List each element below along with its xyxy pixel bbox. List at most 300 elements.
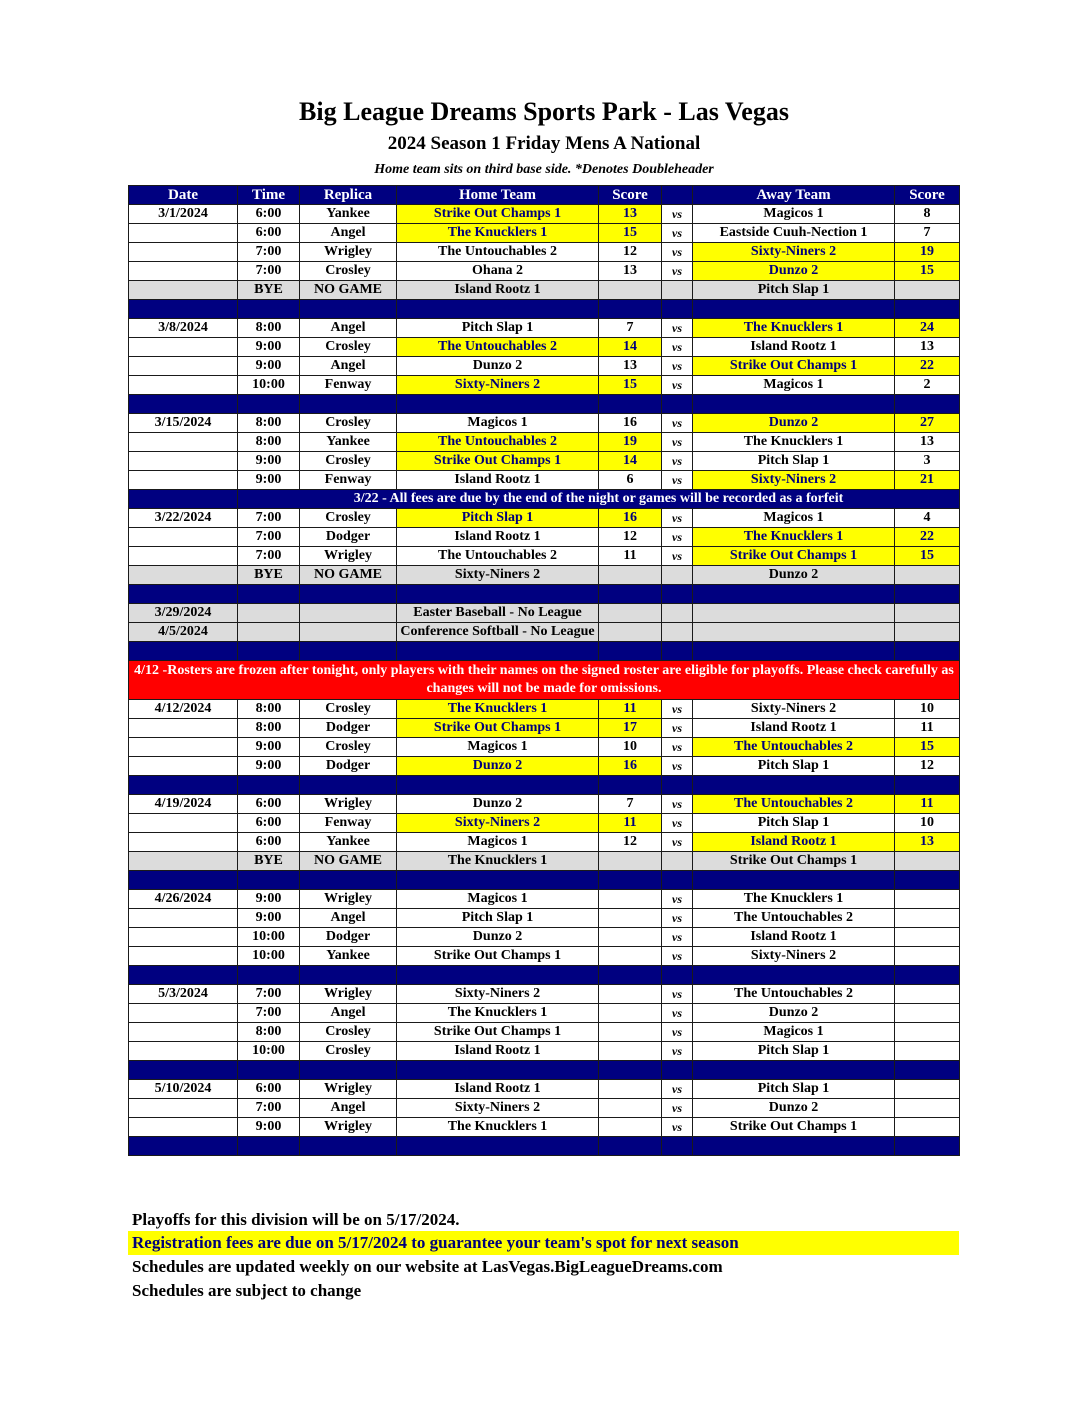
game-time: 9:00 (238, 738, 300, 757)
game-field: Wrigley (300, 1080, 397, 1099)
game-time: 9:00 (238, 471, 300, 490)
home-team: Sixty-Niners 2 (397, 1099, 599, 1118)
away-team: Pitch Slap 1 (693, 757, 895, 776)
game-time: 8:00 (238, 719, 300, 738)
separator-cell (662, 1061, 693, 1080)
notice-spacer (129, 490, 238, 509)
schedule-body (129, 205, 960, 1156)
vs-label: vs (662, 224, 693, 243)
game-field: Wrigley (300, 547, 397, 566)
game-date: 4/12/2024 (129, 700, 238, 719)
away-score (895, 928, 960, 947)
home-team: Dunzo 2 (397, 795, 599, 814)
game-field: Wrigley (300, 890, 397, 909)
game-row (129, 1023, 960, 1042)
game-date: 5/3/2024 (129, 985, 238, 1004)
game-row (129, 1080, 960, 1099)
separator-cell (662, 776, 693, 795)
away-score: 10 (895, 700, 960, 719)
separator-cell (599, 776, 662, 795)
game-field: Crosley (300, 338, 397, 357)
vs-label (662, 281, 693, 300)
away-score (895, 852, 960, 871)
game-time: 7:00 (238, 985, 300, 1004)
table-header (129, 186, 960, 205)
vs-label: vs (662, 738, 693, 757)
game-date (129, 566, 238, 585)
game-field: Crosley (300, 414, 397, 433)
separator-cell (397, 395, 599, 414)
game-row (129, 814, 960, 833)
vs-label (662, 604, 693, 623)
separator-cell (662, 1137, 693, 1156)
game-time: BYE (238, 281, 300, 300)
vs-label: vs (662, 528, 693, 547)
game-field: Dodger (300, 757, 397, 776)
separator-cell (599, 871, 662, 890)
game-time: 7:00 (238, 1099, 300, 1118)
game-row (129, 928, 960, 947)
game-time: 8:00 (238, 414, 300, 433)
separator-cell (895, 871, 960, 890)
separator-cell (397, 300, 599, 319)
vs-label: vs (662, 547, 693, 566)
week-separator (129, 300, 960, 319)
separator-cell (300, 395, 397, 414)
home-score: 16 (599, 414, 662, 433)
home-score (599, 947, 662, 966)
game-time: 9:00 (238, 909, 300, 928)
away-score: 11 (895, 795, 960, 814)
game-date: 4/26/2024 (129, 890, 238, 909)
home-score (599, 566, 662, 585)
away-score: 7 (895, 224, 960, 243)
home-score (599, 604, 662, 623)
separator-cell (693, 585, 895, 604)
separator-cell (129, 300, 238, 319)
separator-cell (895, 642, 960, 661)
separator-cell (599, 1137, 662, 1156)
home-score: 12 (599, 243, 662, 262)
home-score: 13 (599, 205, 662, 224)
home-team: Strike Out Champs 1 (397, 947, 599, 966)
game-row (129, 985, 960, 1004)
game-field: Wrigley (300, 795, 397, 814)
header-home-score: Score (599, 186, 662, 205)
separator-cell (599, 395, 662, 414)
away-score: 22 (895, 357, 960, 376)
away-team: Dunzo 2 (693, 262, 895, 281)
home-score: 13 (599, 262, 662, 281)
separator-cell (662, 871, 693, 890)
separator-cell (693, 776, 895, 795)
away-team: The Knucklers 1 (693, 433, 895, 452)
game-time: 9:00 (238, 890, 300, 909)
home-team: Dunzo 2 (397, 928, 599, 947)
game-date (129, 452, 238, 471)
separator-cell (397, 871, 599, 890)
home-team: Island Rootz 1 (397, 281, 599, 300)
home-team: Magicos 1 (397, 738, 599, 757)
away-team: The Knucklers 1 (693, 528, 895, 547)
game-row (129, 338, 960, 357)
game-date (129, 1023, 238, 1042)
vs-label: vs (662, 928, 693, 947)
home-score: 13 (599, 357, 662, 376)
separator-cell (895, 395, 960, 414)
vs-label: vs (662, 357, 693, 376)
home-score: 6 (599, 471, 662, 490)
home-score (599, 1080, 662, 1099)
game-time: 7:00 (238, 243, 300, 262)
separator-cell (693, 395, 895, 414)
game-row (129, 1099, 960, 1118)
away-score: 13 (895, 338, 960, 357)
game-row (129, 757, 960, 776)
vs-label: vs (662, 1023, 693, 1042)
home-score (599, 909, 662, 928)
separator-cell (397, 776, 599, 795)
home-team: Sixty-Niners 2 (397, 566, 599, 585)
game-date (129, 357, 238, 376)
home-team: Strike Out Champs 1 (397, 719, 599, 738)
home-score (599, 1118, 662, 1137)
separator-cell (895, 1137, 960, 1156)
game-time (238, 604, 300, 623)
game-row (129, 376, 960, 395)
separator-cell (300, 776, 397, 795)
game-time: 8:00 (238, 433, 300, 452)
separator-cell (129, 585, 238, 604)
home-score: 11 (599, 547, 662, 566)
page-subtitle: 2024 Season 1 Friday Mens A National (387, 133, 701, 154)
home-team: Ohana 2 (397, 262, 599, 281)
game-field: Yankee (300, 833, 397, 852)
vs-label: vs (662, 262, 693, 281)
game-row (129, 700, 960, 719)
away-score (895, 890, 960, 909)
separator-cell (895, 1061, 960, 1080)
vs-label: vs (662, 1004, 693, 1023)
game-row (129, 547, 960, 566)
separator-cell (397, 642, 599, 661)
separator-cell (662, 300, 693, 319)
home-score (599, 985, 662, 1004)
game-field: Crosley (300, 262, 397, 281)
vs-label: vs (662, 1118, 693, 1137)
away-score (895, 1042, 960, 1061)
game-row (129, 243, 960, 262)
away-score: 15 (895, 547, 960, 566)
home-team: Island Rootz 1 (397, 1080, 599, 1099)
header-replica: Replica (300, 186, 397, 205)
separator-cell (397, 585, 599, 604)
vs-label: vs (662, 985, 693, 1004)
game-date (129, 528, 238, 547)
away-team: Island Rootz 1 (693, 338, 895, 357)
away-team: Eastside Cuuh-Nection 1 (693, 224, 895, 243)
game-date (129, 757, 238, 776)
vs-label: vs (662, 376, 693, 395)
game-row (129, 224, 960, 243)
away-team (693, 604, 895, 623)
away-score (895, 1004, 960, 1023)
header-date: Date (129, 186, 238, 205)
away-team: The Untouchables 2 (693, 909, 895, 928)
vs-label: vs (662, 243, 693, 262)
away-score: 24 (895, 319, 960, 338)
home-score: 14 (599, 452, 662, 471)
header-away-score: Score (895, 186, 960, 205)
header-home-team: Home Team (397, 186, 599, 205)
away-score (895, 604, 960, 623)
vs-label: vs (662, 1099, 693, 1118)
game-time: 10:00 (238, 947, 300, 966)
schedule-table (128, 185, 960, 1156)
game-field: Crosley (300, 1023, 397, 1042)
away-team: Dunzo 2 (693, 566, 895, 585)
home-team: Magicos 1 (397, 890, 599, 909)
separator-cell (129, 1061, 238, 1080)
away-score: 10 (895, 814, 960, 833)
game-row (129, 890, 960, 909)
home-score: 19 (599, 433, 662, 452)
home-team: Sixty-Niners 2 (397, 814, 599, 833)
game-date: 3/15/2024 (129, 414, 238, 433)
game-field: Crosley (300, 738, 397, 757)
game-date (129, 909, 238, 928)
separator-cell (599, 642, 662, 661)
vs-label: vs (662, 509, 693, 528)
separator-cell (300, 1137, 397, 1156)
separator-cell (895, 776, 960, 795)
notice-text: 4/12 -Rosters are frozen after tonight, only players with their names on the signed roster are eligible for playoffs. Please check carefully as changes will not be made for omissions. (129, 661, 960, 700)
away-score: 13 (895, 433, 960, 452)
game-time: 6:00 (238, 205, 300, 224)
away-score: 19 (895, 243, 960, 262)
away-score (895, 1023, 960, 1042)
away-team: Magicos 1 (693, 1023, 895, 1042)
away-team: Pitch Slap 1 (693, 281, 895, 300)
vs-label: vs (662, 757, 693, 776)
game-row (129, 262, 960, 281)
home-team: Sixty-Niners 2 (397, 376, 599, 395)
vs-label: vs (662, 700, 693, 719)
separator-cell (129, 966, 238, 985)
home-score (599, 852, 662, 871)
away-score (895, 1099, 960, 1118)
away-score (895, 909, 960, 928)
home-score: 12 (599, 833, 662, 852)
separator-cell (397, 1137, 599, 1156)
away-team: Sixty-Niners 2 (693, 947, 895, 966)
away-score (895, 281, 960, 300)
separator-cell (397, 966, 599, 985)
away-team: Island Rootz 1 (693, 719, 895, 738)
away-team: Sixty-Niners 2 (693, 471, 895, 490)
game-time: 8:00 (238, 700, 300, 719)
separator-cell (662, 642, 693, 661)
away-team: Strike Out Champs 1 (693, 852, 895, 871)
away-team: Pitch Slap 1 (693, 1042, 895, 1061)
away-score: 15 (895, 262, 960, 281)
game-time: 7:00 (238, 1004, 300, 1023)
vs-label: vs (662, 338, 693, 357)
game-field: Dodger (300, 928, 397, 947)
separator-cell (693, 871, 895, 890)
game-field: NO GAME (300, 281, 397, 300)
away-score (895, 947, 960, 966)
vs-label: vs (662, 205, 693, 224)
separator-cell (895, 300, 960, 319)
game-date (129, 376, 238, 395)
game-row (129, 1004, 960, 1023)
home-team: Pitch Slap 1 (397, 909, 599, 928)
game-row (129, 1042, 960, 1061)
game-date (129, 719, 238, 738)
game-field: Crosley (300, 1042, 397, 1061)
week-separator (129, 642, 960, 661)
home-team: The Untouchables 2 (397, 243, 599, 262)
away-team: Strike Out Champs 1 (693, 357, 895, 376)
game-time: 6:00 (238, 1080, 300, 1099)
away-score (895, 985, 960, 1004)
separator-cell (599, 1061, 662, 1080)
game-row (129, 795, 960, 814)
home-team: Dunzo 2 (397, 357, 599, 376)
game-field: NO GAME (300, 566, 397, 585)
home-team: The Knucklers 1 (397, 852, 599, 871)
away-score (895, 1118, 960, 1137)
game-field: Yankee (300, 947, 397, 966)
notice-row (129, 490, 960, 509)
game-row (129, 509, 960, 528)
home-score: 15 (599, 376, 662, 395)
home-team: The Knucklers 1 (397, 1118, 599, 1137)
game-date (129, 1099, 238, 1118)
away-team: The Untouchables 2 (693, 738, 895, 757)
week-separator (129, 585, 960, 604)
away-score: 4 (895, 509, 960, 528)
home-team: Strike Out Champs 1 (397, 205, 599, 224)
vs-label (662, 623, 693, 642)
away-score: 8 (895, 205, 960, 224)
week-separator (129, 1137, 960, 1156)
game-row (129, 528, 960, 547)
home-score (599, 623, 662, 642)
game-time: 10:00 (238, 928, 300, 947)
vs-label: vs (662, 719, 693, 738)
vs-label: vs (662, 814, 693, 833)
week-separator (129, 871, 960, 890)
change-note: Schedules are subject to change (132, 1281, 362, 1300)
separator-cell (238, 966, 300, 985)
separator-cell (300, 871, 397, 890)
game-date: 3/29/2024 (129, 604, 238, 623)
game-time: 7:00 (238, 547, 300, 566)
game-date (129, 338, 238, 357)
header-away-team: Away Team (693, 186, 895, 205)
game-field: Fenway (300, 376, 397, 395)
home-score: 17 (599, 719, 662, 738)
week-separator (129, 395, 960, 414)
game-field: Dodger (300, 528, 397, 547)
separator-cell (238, 585, 300, 604)
home-score (599, 1099, 662, 1118)
game-time: 7:00 (238, 528, 300, 547)
separator-cell (693, 642, 895, 661)
vs-label: vs (662, 471, 693, 490)
game-time: 6:00 (238, 795, 300, 814)
game-date (129, 852, 238, 871)
home-score: 7 (599, 319, 662, 338)
separator-cell (693, 1137, 895, 1156)
home-score: 11 (599, 700, 662, 719)
separator-cell (599, 300, 662, 319)
header-time: Time (238, 186, 300, 205)
separator-cell (397, 1061, 599, 1080)
game-field: Yankee (300, 433, 397, 452)
game-date (129, 471, 238, 490)
home-team: Sixty-Niners 2 (397, 985, 599, 1004)
game-time: 9:00 (238, 338, 300, 357)
home-score (599, 1023, 662, 1042)
away-score: 3 (895, 452, 960, 471)
home-score: 10 (599, 738, 662, 757)
separator-cell (238, 1061, 300, 1080)
game-row (129, 719, 960, 738)
game-row (129, 414, 960, 433)
separator-cell (300, 300, 397, 319)
notice-row (129, 661, 960, 700)
header-vs (662, 186, 693, 205)
game-time: 8:00 (238, 1023, 300, 1042)
game-time: 7:00 (238, 262, 300, 281)
home-team: Conference Softball - No League (397, 623, 599, 642)
game-field: Fenway (300, 471, 397, 490)
bye-row (129, 852, 960, 871)
game-field: Crosley (300, 700, 397, 719)
vs-label: vs (662, 833, 693, 852)
home-score: 14 (599, 338, 662, 357)
home-team: Magicos 1 (397, 414, 599, 433)
game-row (129, 909, 960, 928)
separator-cell (238, 395, 300, 414)
game-date (129, 1004, 238, 1023)
away-team: Strike Out Champs 1 (693, 547, 895, 566)
week-separator (129, 1061, 960, 1080)
registration-note: Registration fees are due on 5/17/2024 to guarantee your team's spot for next season (128, 1231, 959, 1255)
away-team: Pitch Slap 1 (693, 452, 895, 471)
separator-cell (238, 871, 300, 890)
game-time: BYE (238, 566, 300, 585)
game-date (129, 928, 238, 947)
away-team: Pitch Slap 1 (693, 814, 895, 833)
separator-cell (599, 966, 662, 985)
bye-row (129, 566, 960, 585)
vs-label: vs (662, 890, 693, 909)
away-team: Dunzo 2 (693, 1004, 895, 1023)
separator-cell (300, 966, 397, 985)
game-time: 9:00 (238, 357, 300, 376)
home-team: Island Rootz 1 (397, 471, 599, 490)
week-separator (129, 776, 960, 795)
game-date (129, 433, 238, 452)
game-field: Wrigley (300, 243, 397, 262)
home-score (599, 281, 662, 300)
separator-cell (238, 1137, 300, 1156)
home-team: Easter Baseball - No League (397, 604, 599, 623)
